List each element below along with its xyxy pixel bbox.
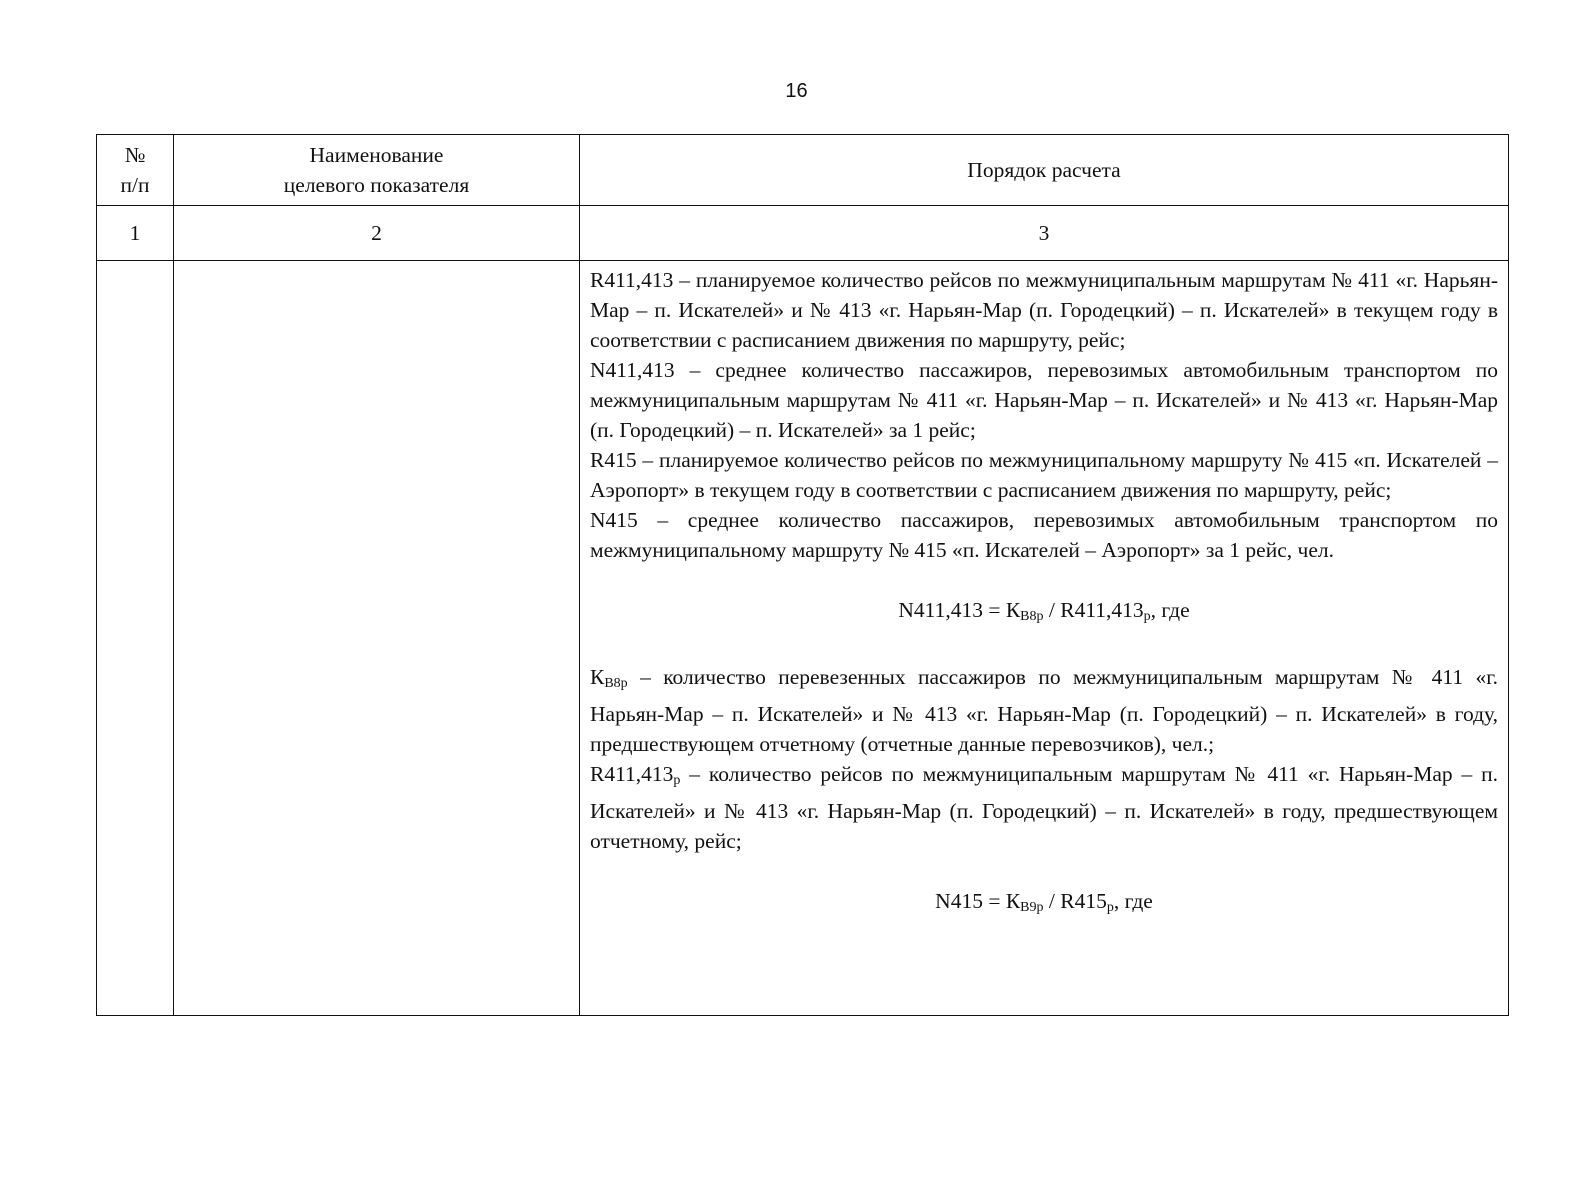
- formula-subscript: р: [1143, 609, 1151, 624]
- definition-text: – планируемое количество рейсов по межмуниципальному маршруту № 415 «п. Искателей – Аэропорт» в текущем году в соответствии с расписанием движения по маршруту, рейс;: [590, 448, 1498, 502]
- column-number-3: 3: [580, 206, 1509, 261]
- term: R411,413: [590, 268, 674, 292]
- term-base: R411,413: [590, 762, 674, 786]
- table-header-row: [97, 135, 1509, 206]
- formula-part: , где: [1150, 598, 1190, 622]
- column-number-1: 1: [97, 206, 174, 261]
- definition-n415: [590, 505, 1498, 565]
- header-indicator-line1: Наименование: [309, 143, 444, 167]
- formula-part: N411,413 = К: [898, 598, 1021, 622]
- row-indicator-cell: [174, 261, 580, 1016]
- header-number-line2: п/п: [120, 173, 150, 197]
- term-subscript: В8р: [604, 676, 628, 691]
- term: N411,413: [590, 358, 675, 382]
- term: [590, 762, 680, 786]
- term-subscript: р: [673, 773, 681, 788]
- formula-subscript: В9р: [1020, 900, 1044, 915]
- row-number-cell: [97, 261, 174, 1016]
- definition-kv8r: [590, 662, 1498, 759]
- term: N415: [590, 508, 638, 532]
- definition-text: – планируемое количество рейсов по межмуниципальным маршрутам № 411 «г. Нарьян-Мар – п. Искателей» и № 413 «г. Нарьян-Мар (п. Городецкий) – п. Искателей» в текущем году в соответствии с расписанием движения по маршруту, рейс;: [590, 268, 1498, 352]
- definition-text: – среднее количество пассажиров, перевозимых автомобильным транспортом по межмуниципальным маршрутам № 411 «г. Нарьян-Мар – п. Искателей» и № 413 «г. Нарьян-Мар (п. Городецкий) – п. Искателей» за 1 рейс;: [590, 358, 1498, 442]
- column-numbering-row: [97, 206, 1509, 261]
- formula-part: N415 = К: [935, 889, 1021, 913]
- term: R415: [590, 448, 637, 472]
- formula-part: / R415: [1043, 889, 1107, 913]
- formula-subscript: р: [1106, 900, 1114, 915]
- definition-r415: [590, 445, 1498, 505]
- formula-subscript: В8р: [1020, 609, 1044, 624]
- definition-text: – количество рейсов по межмуниципальным маршрутам № 411 «г. Нарьян-Мар – п. Искателей» и № 413 «г. Нарьян-Мар (п. Городецкий) – п. Искателей» в году, предшествующем отчетному, рейс;: [590, 762, 1498, 853]
- formula-n411-413: [590, 595, 1498, 632]
- header-calculation-order: Порядок расчета: [580, 135, 1509, 206]
- calculation-table: [96, 134, 1509, 1016]
- formula-n415: [590, 886, 1498, 923]
- row-calculation-cell: [580, 261, 1509, 1016]
- term-base: К: [590, 665, 605, 689]
- header-indicator-line2: целевого показателя: [283, 173, 470, 197]
- term: [590, 665, 628, 689]
- header-number: [97, 135, 174, 206]
- definition-n411-413: [590, 355, 1498, 445]
- definition-r411-413: [590, 265, 1498, 355]
- definition-text: – среднее количество пассажиров, перевозимых автомобильным транспортом по межмуниципальному маршруту № 415 «п. Искателей – Аэропорт» за 1 рейс, чел.: [590, 508, 1498, 562]
- page-number: 16: [785, 80, 808, 102]
- definition-r411-413r: [590, 759, 1498, 856]
- header-number-line1: №: [124, 143, 146, 167]
- formula-part: / R411,413: [1043, 598, 1144, 622]
- table-row: [97, 261, 1509, 1016]
- column-number-2: 2: [174, 206, 580, 261]
- definition-text: – количество перевезенных пассажиров по межмуниципальным маршрутам № 411 «г. Нарьян-Мар – п. Искателей» и № 413 «г. Нарьян-Мар (п. Городецкий) – п. Искателей» в году, предшествующем отчетному (отчетные данные перевозчиков), чел.;: [590, 665, 1498, 756]
- formula-part: , где: [1113, 889, 1153, 913]
- header-indicator-name: [174, 135, 580, 206]
